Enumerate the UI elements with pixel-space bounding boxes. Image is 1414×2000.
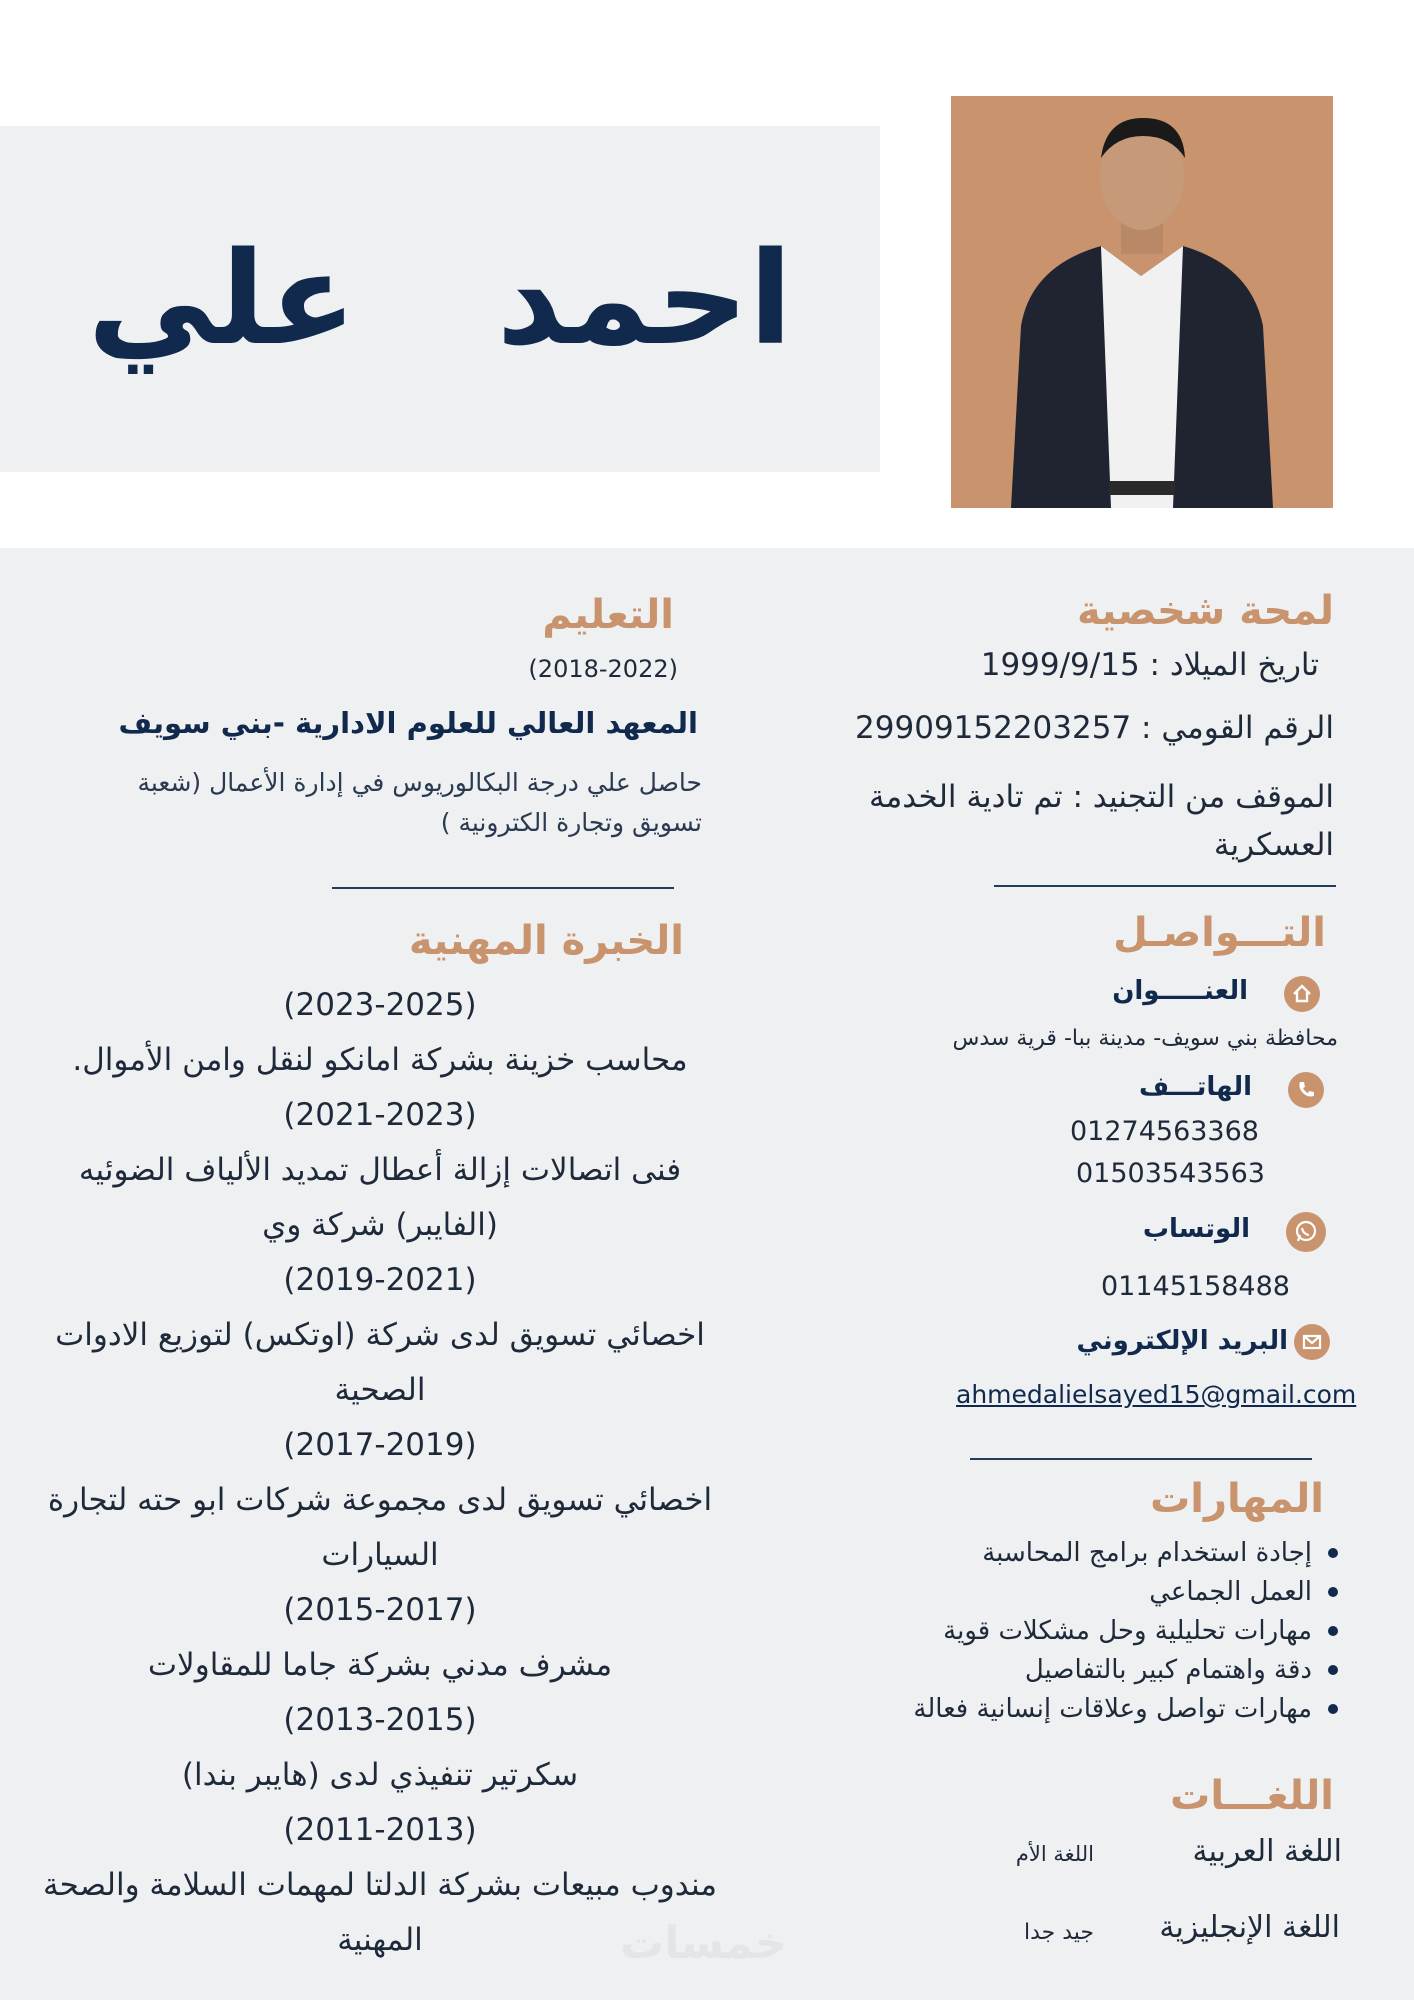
list-item	[738, 1689, 1338, 1728]
experience-title: مشرف مدني بشركة جاما للمقاولات	[147, 1647, 613, 1683]
experience-years: (2019-2021)	[283, 1262, 477, 1298]
phone-icon	[1288, 1072, 1324, 1108]
experience-title: اخصائي تسويق لدى شركة (اوتكس) لتوزيع الادوات الصحية	[55, 1317, 705, 1408]
profile-photo	[951, 96, 1333, 508]
address-label: العنـــــوان	[1112, 976, 1248, 1006]
list-item	[738, 1572, 1338, 1611]
military-status: الموقف من التجنيد : تم تادية الخدمة العسكرية	[868, 779, 1334, 863]
person-illustration	[951, 96, 1333, 508]
education-description: حاصل علي درجة البكالوريوس في إدارة الأعمال (شعبة تسويق وتجارة الكترونية )	[137, 768, 702, 837]
experience-years: (2011-2013)	[283, 1812, 477, 1848]
experience-years: (2017-2019)	[283, 1427, 477, 1463]
divider	[994, 885, 1336, 887]
home-icon	[1284, 976, 1320, 1012]
experience-title: فنى اتصالات إزالة أعطال تمديد الألياف الضوئيه (الفايبر) شركة وي	[78, 1152, 682, 1243]
email-link[interactable]: ahmedalielsayed15@gmail.com	[956, 1380, 1357, 1409]
bullet	[1328, 1665, 1338, 1675]
phone-label: الهاتـــف	[1139, 1072, 1252, 1102]
last-name: علي	[87, 224, 357, 374]
whatsapp-icon	[1286, 1212, 1326, 1252]
education-years: (2018-2022)	[528, 655, 678, 683]
list-item	[738, 1611, 1338, 1650]
experience-title: اخصائي تسويق لدى مجموعة شركات ابو حته لتجارة السيارات	[47, 1482, 713, 1573]
skill-text: دقة واهتمام كبير بالتفاصيل	[1024, 1654, 1312, 1685]
phone-number-1: 01274563368	[1070, 1116, 1259, 1147]
birth-date: تاريخ الميلاد : 1999/9/15	[980, 647, 1319, 683]
experience-years: (2013-2015)	[283, 1702, 477, 1738]
bullet	[1328, 1626, 1338, 1636]
address-value: محافظة بني سويف- مدينة ببا- قرية سدس	[952, 1026, 1338, 1051]
skill-text: إجادة استخدام برامج المحاسبة	[982, 1537, 1312, 1568]
language-name-english: اللغة الإنجليزية	[1159, 1910, 1340, 1945]
national-id: الرقم القومي : 29909152203257	[855, 710, 1334, 746]
language-level-arabic: اللغة الأم	[1015, 1842, 1094, 1866]
list-item	[738, 1533, 1338, 1572]
experience-title: مندوب مبيعات بشركة الدلتا لمهمات السلامة والصحة المهنية	[43, 1867, 717, 1958]
school-name: المعهد العالي للعلوم الادارية -بني سويف	[118, 706, 698, 740]
divider	[332, 887, 674, 889]
whatsapp-number: 01145158488	[1101, 1271, 1290, 1302]
mail-icon	[1294, 1324, 1330, 1360]
watermark: خمسات	[620, 1918, 787, 1969]
first-name: احمد	[496, 224, 793, 374]
full-name	[0, 126, 880, 472]
bullet	[1328, 1548, 1338, 1558]
experience-title: محاسب خزينة بشركة امانكو لنقل وامن الأموال.	[72, 1042, 688, 1078]
personal-heading: لمحة شخصية	[1076, 588, 1334, 634]
list-item	[738, 1650, 1338, 1689]
skill-text: العمل الجماعي	[1149, 1576, 1312, 1607]
experience-title: سكرتير تنفيذي لدى (هايبر بندا)	[181, 1757, 579, 1793]
contact-heading: التـــواصـل	[1113, 910, 1326, 956]
bullet	[1328, 1704, 1338, 1714]
whatsapp-label: الوتساب	[1142, 1214, 1250, 1244]
email-label: البريد الإلكتروني	[1076, 1326, 1288, 1356]
experience-list	[0, 978, 760, 1968]
phone-number-2: 01503543563	[1076, 1158, 1265, 1189]
skills-list	[738, 1533, 1338, 1728]
skill-text: مهارات تواصل وعلاقات إنسانية فعالة	[913, 1693, 1312, 1724]
bullet	[1328, 1587, 1338, 1597]
languages-heading: اللغـــات	[1170, 1773, 1334, 1819]
language-level-english: جيد جدا	[1023, 1920, 1094, 1945]
experience-years: (2015-2017)	[283, 1592, 477, 1628]
skill-text: مهارات تحليلية وحل مشكلات قوية	[943, 1615, 1312, 1646]
divider	[970, 1458, 1312, 1460]
language-name-arabic: اللغة العربية	[1192, 1834, 1342, 1869]
experience-years: (2023-2025)	[283, 987, 477, 1023]
name-banner	[0, 126, 880, 472]
education-heading: التعليم	[542, 592, 674, 638]
experience-heading: الخبرة المهنية	[408, 918, 684, 964]
skills-heading: المهارات	[1150, 1476, 1324, 1522]
experience-years: (2021-2023)	[283, 1097, 477, 1133]
